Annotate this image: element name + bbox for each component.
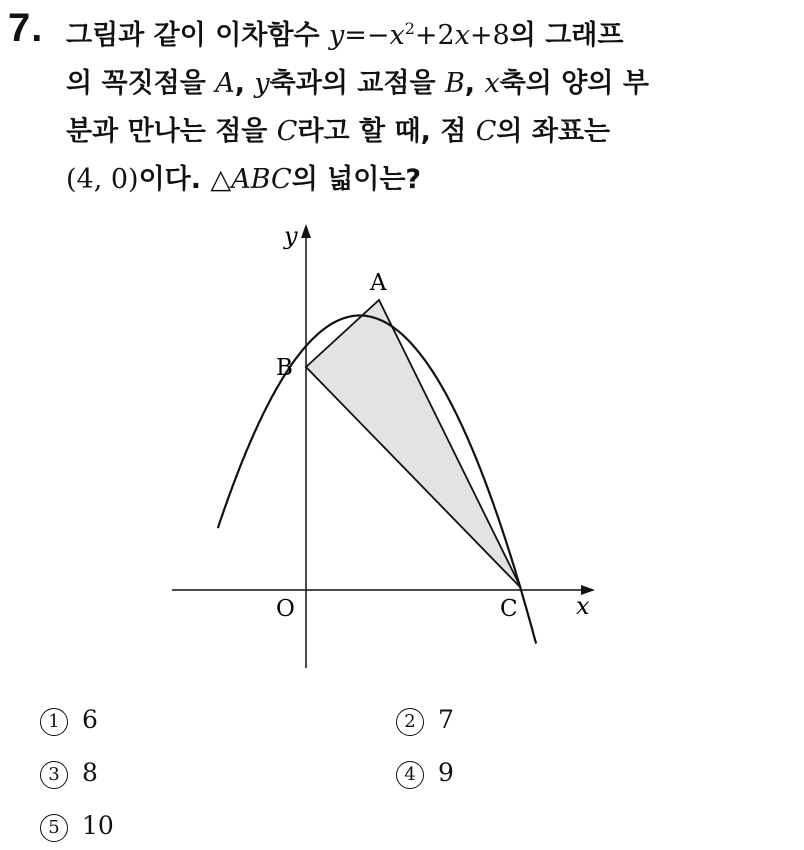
q-seg: 이다. △	[138, 164, 232, 195]
math-op: +8	[469, 20, 510, 51]
label-o: O	[276, 596, 295, 622]
math-op: =−	[344, 20, 390, 51]
label-y: y	[284, 222, 298, 250]
label-b: B	[276, 355, 293, 381]
q-seg: 그림과 같이 이차함수	[66, 20, 329, 51]
math-coord: (4, 0)	[66, 164, 139, 195]
question-text	[66, 12, 786, 204]
q-seg: 의 넓이는?	[291, 164, 422, 195]
math-exp: 2	[404, 19, 415, 38]
parabola-graph	[150, 210, 610, 680]
q-seg: 분과 만나는 점을	[66, 116, 277, 147]
math-var: C	[276, 116, 298, 147]
choice-1[interactable]	[40, 705, 98, 736]
math-var: y	[328, 20, 345, 51]
label-c: C	[500, 596, 518, 622]
choice-2[interactable]	[396, 705, 454, 736]
math-var: y	[254, 68, 270, 99]
y-axis-arrow	[301, 224, 311, 238]
choice-mark: 2	[396, 708, 424, 736]
math-var: x	[389, 20, 405, 51]
math-var: ABC	[231, 164, 292, 195]
choice-value: 9	[438, 758, 454, 787]
question-number: 7.	[8, 6, 44, 50]
choice-5[interactable]	[40, 811, 114, 842]
choice-mark: 3	[40, 761, 68, 789]
triangle-abc	[306, 300, 521, 588]
choice-value: 7	[438, 705, 454, 734]
label-x: x	[576, 592, 590, 620]
choice-4[interactable]	[396, 758, 454, 789]
q-seg: 축의 양의 부	[499, 68, 649, 99]
choice-mark: 1	[40, 708, 68, 736]
q-seg: ,	[234, 68, 255, 99]
q-seg: 의 그래프	[509, 20, 624, 51]
q-seg: 라고 할 때, 점	[297, 116, 476, 147]
choice-mark: 5	[40, 814, 68, 842]
math-var: x	[454, 20, 470, 51]
math-var: B	[444, 68, 465, 99]
choice-3[interactable]	[40, 758, 98, 789]
math-var: x	[484, 68, 500, 99]
choice-value: 10	[82, 811, 114, 840]
q-seg: 의 좌표는	[496, 116, 611, 147]
math-op: +2	[414, 20, 455, 51]
q-seg: 의 꼭짓점을	[66, 68, 216, 99]
choice-value: 6	[82, 705, 98, 734]
label-a: A	[370, 270, 387, 296]
choice-value: 8	[82, 758, 98, 787]
math-var: C	[475, 116, 497, 147]
q-seg: ,	[464, 68, 485, 99]
math-var: A	[215, 68, 235, 99]
q-seg: 축과의 교점을	[269, 68, 445, 99]
choice-mark: 4	[396, 761, 424, 789]
